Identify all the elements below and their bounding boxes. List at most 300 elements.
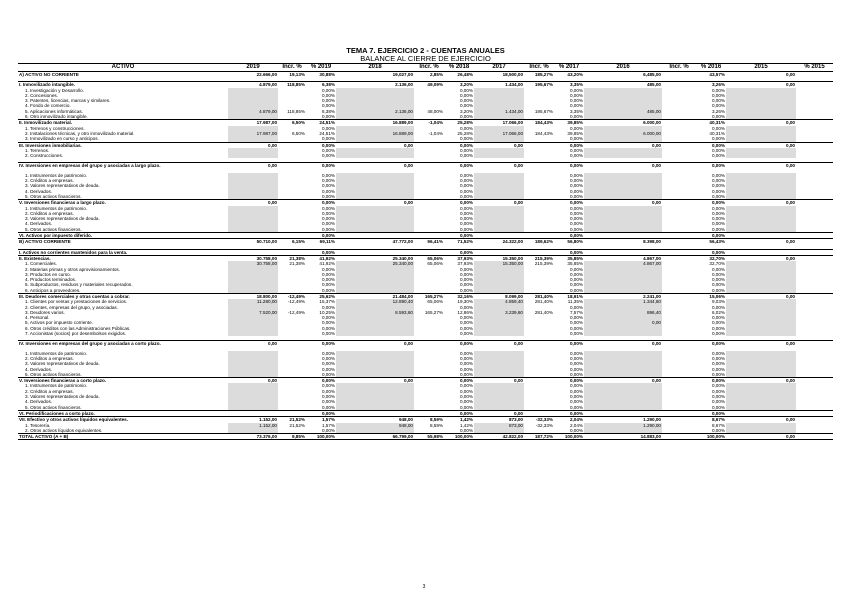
table-cell: 281,40% bbox=[524, 293, 554, 299]
table-cell: 0,00 bbox=[474, 410, 524, 416]
table-cell: 1.152,00 bbox=[228, 417, 278, 423]
table-cell: 0,00% bbox=[711, 216, 725, 222]
table-cell: 0,00% bbox=[459, 355, 473, 361]
table-cell: 0,00% bbox=[554, 249, 584, 255]
table-cell: 948,00 bbox=[336, 423, 414, 428]
table-cell: 8,67% bbox=[711, 422, 725, 428]
table-cell: 0,00% bbox=[711, 371, 725, 377]
table-cell: 0,00% bbox=[569, 178, 583, 184]
table-cell: -1,04% bbox=[428, 130, 443, 136]
table-cell: 12.890,40 bbox=[336, 299, 414, 304]
balance-table bbox=[18, 63, 833, 440]
table-cell: 0,00% bbox=[321, 114, 335, 120]
table-cell: 25.340,00 bbox=[336, 261, 414, 266]
table-cell: 0,00% bbox=[321, 394, 335, 400]
table-cell: 0,00% bbox=[321, 216, 335, 222]
row-label: 3. Valores representativos de deuda. bbox=[25, 361, 100, 367]
table-cell: 0,00% bbox=[321, 304, 335, 310]
row-label: TOTAL ACTIVO (A + B) bbox=[18, 434, 228, 440]
table-cell: 48,00% bbox=[427, 108, 443, 114]
row-label: 3. Valores representativos de deuda. bbox=[25, 183, 100, 189]
table-cell: 0,00 bbox=[474, 341, 524, 347]
table-cell: 4.859,40 bbox=[474, 299, 524, 304]
table-cell: 35,85% bbox=[554, 255, 584, 261]
table-cell: 0,00 bbox=[726, 239, 796, 245]
table-cell: 0,00% bbox=[696, 249, 726, 255]
col-header: % 2018 bbox=[444, 64, 474, 72]
table-cell: 0,00% bbox=[321, 136, 335, 142]
table-cell: 0,00% bbox=[554, 378, 584, 384]
table-cell: 0,00% bbox=[569, 394, 583, 400]
table-cell: 25,62% bbox=[306, 293, 336, 299]
table-cell: 0,00% bbox=[711, 172, 725, 178]
table-cell: 0,00% bbox=[444, 233, 474, 239]
table-cell: 24,51% bbox=[306, 120, 336, 126]
col-header: 2016 bbox=[584, 64, 662, 72]
table-cell: 0,00% bbox=[569, 361, 583, 367]
table-cell: 0,00% bbox=[459, 404, 473, 410]
row-label: 5. Aplicaciones informáticas. bbox=[25, 108, 83, 114]
table-cell: 0,00% bbox=[459, 226, 473, 232]
table-cell: 0,00% bbox=[711, 178, 725, 184]
table-cell: 56,80% bbox=[554, 239, 584, 245]
table-cell: 0,00% bbox=[321, 98, 335, 104]
table-cell: 0,00% bbox=[306, 200, 336, 206]
row-label: 6. Anticipos a proveedores. bbox=[25, 287, 81, 293]
table-cell: 0,00% bbox=[569, 404, 583, 410]
table-cell: 896,40 bbox=[584, 310, 662, 315]
table-cell: 0,00% bbox=[321, 388, 335, 394]
table-cell: 30,88% bbox=[306, 72, 336, 78]
row-label: 1. Investigación y Desarrollo. bbox=[25, 87, 84, 93]
table-cell: 0,00% bbox=[321, 361, 335, 367]
table-cell: 0,00% bbox=[569, 87, 583, 93]
table-cell: 0,00 bbox=[336, 378, 414, 384]
table-cell: 11.280,00 bbox=[228, 299, 278, 304]
table-cell: 49,09% bbox=[414, 82, 444, 88]
table-cell: 8.593,60 bbox=[336, 310, 414, 315]
table-cell: 0,00% bbox=[459, 361, 473, 367]
table-cell: 65,06% bbox=[427, 299, 443, 305]
table-cell: 0,00% bbox=[711, 325, 725, 331]
table-cell: 0,00% bbox=[569, 98, 583, 104]
table-cell: 0,00% bbox=[444, 163, 474, 169]
table-cell: -1,04% bbox=[414, 120, 444, 126]
table-cell: 21,52% bbox=[278, 417, 306, 423]
table-cell: 0,00% bbox=[321, 178, 335, 184]
table-cell: 16.889,00 bbox=[336, 120, 414, 126]
table-cell: 41,92% bbox=[306, 255, 336, 261]
table-cell: 40,31% bbox=[696, 120, 726, 126]
table-cell: 37,93% bbox=[457, 261, 473, 267]
table-cell: 485,00 bbox=[584, 82, 662, 88]
table-cell: 0,00% bbox=[459, 216, 473, 222]
table-cell: 0,00% bbox=[321, 183, 335, 189]
table-cell: 0,00% bbox=[459, 394, 473, 400]
col-header: Incr. % bbox=[278, 64, 306, 72]
table-cell: 873,00 bbox=[474, 417, 524, 423]
table-cell: 1.152,00 bbox=[228, 423, 278, 428]
table-cell: 0,00 bbox=[726, 293, 796, 299]
row-label: 3. Valores representativos de deuda. bbox=[25, 216, 100, 222]
table-cell: 0,00% bbox=[711, 383, 725, 389]
col-header: 2017 bbox=[474, 64, 524, 72]
table-cell: 8.099,00 bbox=[474, 293, 524, 299]
table-cell: 21,38% bbox=[289, 261, 305, 267]
table-cell: 25,28% bbox=[457, 130, 473, 136]
table-cell: 0,00% bbox=[554, 341, 584, 347]
table-cell: 0,00% bbox=[306, 378, 336, 384]
row-label: 5. Otros activos financieros. bbox=[25, 371, 82, 377]
table-cell: 0,00% bbox=[459, 92, 473, 98]
table-cell: 0,00% bbox=[711, 188, 725, 194]
row-label: 4. Derivados. bbox=[25, 366, 53, 372]
table-cell: 485,00 bbox=[584, 109, 662, 114]
table-cell: 37,93% bbox=[444, 255, 474, 261]
table-cell: 0,00% bbox=[459, 350, 473, 356]
table-cell: 12,86% bbox=[457, 309, 473, 315]
table-cell: 0,00% bbox=[696, 410, 726, 416]
table-cell: 0,00% bbox=[569, 221, 583, 227]
table-cell: 0,00% bbox=[569, 114, 583, 120]
table-cell: 0,00% bbox=[711, 266, 725, 272]
table-cell: 0,00% bbox=[569, 331, 583, 337]
table-cell: 0,00% bbox=[569, 210, 583, 216]
table-cell: 0,00% bbox=[321, 399, 335, 405]
table-cell: 19,027,00 bbox=[336, 72, 414, 78]
table-cell: 0,00% bbox=[321, 205, 335, 211]
row-label: B) ACTIVO CORRIENTE bbox=[18, 239, 228, 245]
table-cell: 0,00% bbox=[711, 153, 725, 159]
table-cell: 15.350,00 bbox=[474, 255, 524, 261]
row-label: 1. Terrenos. bbox=[25, 147, 50, 153]
table-cell: 0,00% bbox=[711, 277, 725, 283]
table-cell: 65,06% bbox=[414, 255, 444, 261]
table-cell bbox=[796, 434, 833, 440]
table-cell: 7.520,00 bbox=[228, 310, 278, 315]
table-cell: 0,00% bbox=[569, 147, 583, 153]
table-cell: 0,00% bbox=[459, 427, 473, 433]
table-cell: 32,70% bbox=[696, 255, 726, 261]
table-cell: 0,00% bbox=[569, 216, 583, 222]
table-cell: 0,00% bbox=[459, 277, 473, 283]
table-cell: 100,00% bbox=[554, 434, 584, 440]
table-cell: 0,00% bbox=[459, 320, 473, 326]
table-cell: 6,38% bbox=[306, 82, 336, 88]
table-body bbox=[18, 72, 833, 440]
table-cell: 0,00% bbox=[711, 92, 725, 98]
row-label: II. Existencias. bbox=[18, 255, 228, 261]
table-cell: 0,00% bbox=[569, 188, 583, 194]
row-label: 1. Instrumentos de patrimonio. bbox=[25, 383, 88, 389]
row-label: 5. Otros activos financieros. bbox=[25, 404, 82, 410]
row-label: 2. Instalaciones técnicas, y otro inmovilizado material. bbox=[25, 130, 135, 136]
table-cell: 17.987,00 bbox=[228, 131, 278, 136]
table-cell: 187,72% bbox=[524, 434, 554, 440]
row-label: 2. Construcciones. bbox=[25, 153, 64, 159]
table-cell: 0,00% bbox=[696, 142, 726, 148]
table-cell: 0,00% bbox=[711, 350, 725, 356]
table-cell: 0,00% bbox=[459, 172, 473, 178]
table-cell: 0,00% bbox=[711, 136, 725, 142]
table-cell: 0,00% bbox=[459, 366, 473, 372]
row-label: IV. Inversiones en empresas del grupo y asociadas a largo plazo. bbox=[18, 163, 228, 169]
table-cell: 0,00% bbox=[711, 315, 725, 321]
table-cell: 0,00% bbox=[459, 371, 473, 377]
col-header: % 2017 bbox=[554, 64, 584, 72]
col-header: 2019 bbox=[228, 64, 278, 72]
table-cell: 0,00 bbox=[584, 200, 662, 206]
row-label: A) ACTIVO NO CORRIENTE bbox=[18, 72, 228, 78]
table-cell: 0,00% bbox=[459, 221, 473, 227]
row-label: III. Inversiones inmobiliarias. bbox=[18, 142, 228, 148]
table-cell: 0,00% bbox=[569, 92, 583, 98]
table-cell: 0,00% bbox=[569, 304, 583, 310]
table-cell: 3,20% bbox=[459, 108, 473, 114]
table-cell: 3,20% bbox=[444, 82, 474, 88]
table-cell: 0,00% bbox=[321, 320, 335, 326]
table-cell: 21,38% bbox=[278, 255, 306, 261]
table-cell: 0,00% bbox=[459, 205, 473, 211]
table-cell: 4.879,00 bbox=[228, 82, 278, 88]
row-label: 2. Otros activos líquidos equivalentes. bbox=[25, 427, 103, 433]
table-cell: 43,57% bbox=[696, 72, 726, 78]
table-cell: 281,40% bbox=[534, 309, 553, 315]
table-cell: 0,00% bbox=[711, 427, 725, 433]
table-cell: 0,00% bbox=[569, 125, 583, 131]
table-cell: 0,00% bbox=[711, 103, 725, 109]
table-cell: 35,85% bbox=[567, 261, 583, 267]
row-label: 4. Derivados. bbox=[25, 188, 53, 194]
table-cell: 0,00% bbox=[459, 287, 473, 293]
table-cell: 1,42% bbox=[444, 417, 474, 423]
table-cell: -32,33% bbox=[535, 422, 553, 428]
table-cell: 2.136,00 bbox=[336, 109, 414, 114]
table-cell: 66.799,00 bbox=[336, 434, 414, 440]
row-label: 5. Otros activos financieros. bbox=[25, 226, 82, 232]
table-cell: 6,02% bbox=[711, 309, 725, 315]
table-cell: 0,00 bbox=[584, 320, 662, 325]
table-cell: 189,62% bbox=[524, 239, 554, 245]
table-cell: 0,00% bbox=[696, 233, 726, 239]
table-cell: 0,00 bbox=[726, 378, 796, 384]
row-label: 4. Fondo de comercio. bbox=[25, 103, 71, 109]
table-cell: 16.889,00 bbox=[336, 131, 414, 136]
table-cell: 0,00% bbox=[459, 388, 473, 394]
table-cell: 0,00% bbox=[321, 221, 335, 227]
table-cell: 0,00% bbox=[569, 183, 583, 189]
table-cell: 0,00% bbox=[321, 325, 335, 331]
table-cell: 0,00 bbox=[726, 434, 796, 440]
table-cell: 0,00% bbox=[711, 183, 725, 189]
table-cell: 0,00 bbox=[474, 200, 524, 206]
table-cell: 0,00% bbox=[711, 320, 725, 326]
table-cell: 0,00% bbox=[569, 366, 583, 372]
table-cell: 6,15% bbox=[278, 239, 306, 245]
table-cell: 0,00% bbox=[711, 355, 725, 361]
table-cell: 0,00% bbox=[459, 125, 473, 131]
table-cell: 0,00% bbox=[711, 399, 725, 405]
table-cell: 6,50% bbox=[278, 120, 306, 126]
table-cell: 0,00% bbox=[459, 136, 473, 142]
table-cell: 0,00% bbox=[711, 404, 725, 410]
table-cell: 1.434,00 bbox=[474, 82, 524, 88]
table-cell: 0,00% bbox=[321, 355, 335, 361]
table-cell: 0,00% bbox=[306, 163, 336, 169]
table-cell: 215,39% bbox=[534, 261, 553, 267]
table-cell: 0,00 bbox=[726, 72, 796, 78]
table-cell: 0,00% bbox=[321, 210, 335, 216]
table-cell: 9,03% bbox=[711, 299, 725, 305]
table-cell: 24.322,00 bbox=[474, 239, 524, 245]
table-cell: 0,00% bbox=[321, 282, 335, 288]
table-cell: 0,00% bbox=[696, 341, 726, 347]
table-cell: 0,00% bbox=[569, 427, 583, 433]
table-cell: 0,00% bbox=[321, 404, 335, 410]
table-cell: 0,00% bbox=[711, 221, 725, 227]
row-label: 4. Personal. bbox=[25, 315, 50, 321]
table-cell: 96,41% bbox=[414, 239, 444, 245]
table-cell: 0,00% bbox=[459, 178, 473, 184]
table-cell: 0,00% bbox=[444, 142, 474, 148]
table-cell: 50.710,00 bbox=[228, 239, 278, 245]
table-cell: 0,00% bbox=[459, 315, 473, 321]
table-cell: 32,16% bbox=[444, 293, 474, 299]
table-cell: 15,37% bbox=[319, 299, 335, 305]
table-cell: 0,00% bbox=[569, 383, 583, 389]
table-cell: 0,00% bbox=[306, 142, 336, 148]
table-cell: 0,00% bbox=[321, 103, 335, 109]
table-cell: 0,00% bbox=[321, 271, 335, 277]
row-label: IV. Inversiones en empresas del grupo y asociadas a corto plazo. bbox=[18, 341, 228, 347]
table-cell: 22.666,00 bbox=[228, 72, 278, 78]
table-cell: 69,11% bbox=[306, 239, 336, 245]
table-cell: 0,00% bbox=[711, 287, 725, 293]
table-cell: 0,00 bbox=[228, 163, 278, 169]
table-cell: 25.340,00 bbox=[336, 255, 414, 261]
table-cell: 100,00% bbox=[444, 434, 474, 440]
row-label: 2. Materias primas y otros aprovisionamientos. bbox=[25, 266, 120, 272]
row-label: 2. Créditos a empresas. bbox=[25, 210, 74, 216]
table-cell: 0,00% bbox=[459, 103, 473, 109]
table-cell: 18,500,00 bbox=[474, 72, 524, 78]
row-label: 1. Comerciales. bbox=[25, 261, 57, 267]
sheet-title: TEMA 7. EJERCICIO 2 - CUENTAS ANUALES bbox=[346, 46, 505, 55]
table-cell: 0,00 bbox=[726, 341, 796, 347]
table-cell: 26,48% bbox=[444, 72, 474, 78]
col-header: % 2016 bbox=[696, 64, 726, 72]
table-cell: 0,00% bbox=[459, 399, 473, 405]
table-cell: 100,00% bbox=[306, 434, 336, 440]
table-cell: 18.800,00 bbox=[228, 293, 278, 299]
row-label: I. Activos no corrientes mantenidos para la venta. bbox=[18, 249, 228, 255]
table-cell: 0,00% bbox=[459, 331, 473, 337]
table-cell: 184,43% bbox=[534, 130, 553, 136]
table-cell: 0,00% bbox=[321, 188, 335, 194]
table-cell: 0,00% bbox=[459, 383, 473, 389]
row-label: 6. Otro inmovilizado intangible. bbox=[25, 114, 88, 120]
table-cell: 118,85% bbox=[287, 108, 305, 114]
table-cell: 0,00% bbox=[696, 200, 726, 206]
table-cell: 0,00% bbox=[569, 205, 583, 211]
page-number: 3 bbox=[422, 584, 426, 590]
row-label: 7. Accionistas (socios) por desembolsos exigidos. bbox=[25, 331, 127, 337]
col-header: 2018 bbox=[336, 64, 414, 72]
table-cell: 0,00% bbox=[459, 325, 473, 331]
table-cell: 47.772,00 bbox=[336, 239, 414, 245]
table-cell: 30.758,00 bbox=[228, 261, 278, 266]
table-cell: 0,00 bbox=[228, 378, 278, 384]
table-cell: 873,00 bbox=[474, 423, 524, 428]
table-cell: 6,485,00 bbox=[584, 72, 662, 78]
col-header: % 2015 bbox=[796, 64, 833, 72]
table-cell: 30.758,00 bbox=[228, 255, 278, 261]
table-cell: 0,00% bbox=[444, 341, 474, 347]
row-label: 5. Activos por impuesto corriente. bbox=[25, 320, 93, 326]
table-cell: 0,00 bbox=[336, 200, 414, 206]
table-cell: 0,00% bbox=[554, 233, 584, 239]
table-cell: 0,00 bbox=[726, 417, 796, 423]
table-cell: 0,00% bbox=[306, 249, 336, 255]
table-cell: 14.883,00 bbox=[584, 434, 662, 440]
table-cell: 0,00 bbox=[228, 200, 278, 206]
table-cell: 0,00% bbox=[306, 233, 336, 239]
table-cell: 0,00 bbox=[474, 163, 524, 169]
table-cell: 100,00% bbox=[696, 434, 726, 440]
table-cell: 0,00% bbox=[569, 320, 583, 326]
table-cell: 15.350,00 bbox=[474, 261, 524, 266]
row-label: V. Inversiones financieras a corto plazo. bbox=[18, 378, 228, 384]
table-cell: 0,00% bbox=[321, 427, 335, 433]
table-cell: 0,00% bbox=[711, 114, 725, 120]
table-cell: -32,33% bbox=[524, 417, 554, 423]
table-cell: 0,00 bbox=[726, 120, 796, 126]
row-label: 2. Créditos a empresas. bbox=[25, 178, 74, 184]
table-cell: 0,00% bbox=[569, 371, 583, 377]
row-label: VI. Activos por impuesto diferido. bbox=[18, 233, 228, 239]
table-cell: 0,00% bbox=[459, 193, 473, 199]
table-cell: 0,00% bbox=[459, 271, 473, 277]
row-label: 2. Créditos a empresas. bbox=[25, 355, 74, 361]
table-cell: 0,00 bbox=[726, 200, 796, 206]
table-cell: 0,00% bbox=[569, 266, 583, 272]
table-cell: 0,00 bbox=[726, 163, 796, 169]
table-cell: 0,00% bbox=[711, 388, 725, 394]
table-cell: 0,00% bbox=[321, 87, 335, 93]
table-cell: 0,00% bbox=[569, 399, 583, 405]
table-cell: 0,00% bbox=[711, 147, 725, 153]
table-cell: 0,00% bbox=[711, 210, 725, 216]
table-cell: 0,00% bbox=[711, 193, 725, 199]
table-cell: 1.344,60 bbox=[584, 299, 662, 304]
table-cell: 0,00% bbox=[321, 331, 335, 337]
row-label: III. Deudores comerciales y otras cuentas a cobrar. bbox=[18, 293, 228, 299]
table-cell: 19,30% bbox=[457, 299, 473, 305]
table-cell: 8,67% bbox=[696, 417, 726, 423]
table-cell: 3,35% bbox=[554, 82, 584, 88]
table-cell: 0,00 bbox=[336, 142, 414, 148]
table-cell: 15,06% bbox=[696, 293, 726, 299]
table-cell: 0,00% bbox=[554, 410, 584, 416]
row-label: I. Inmovilizado intangible. bbox=[18, 82, 228, 88]
table-cell: 0,00% bbox=[711, 366, 725, 372]
table-cell: 0,00% bbox=[711, 87, 725, 93]
table-cell: 3.239,60 bbox=[474, 310, 524, 315]
table-cell: -12,49% bbox=[287, 309, 305, 315]
table-cell: 8,59% bbox=[429, 422, 443, 428]
table-cell: 0,00 bbox=[584, 341, 662, 347]
table-cell: 1,57% bbox=[306, 417, 336, 423]
